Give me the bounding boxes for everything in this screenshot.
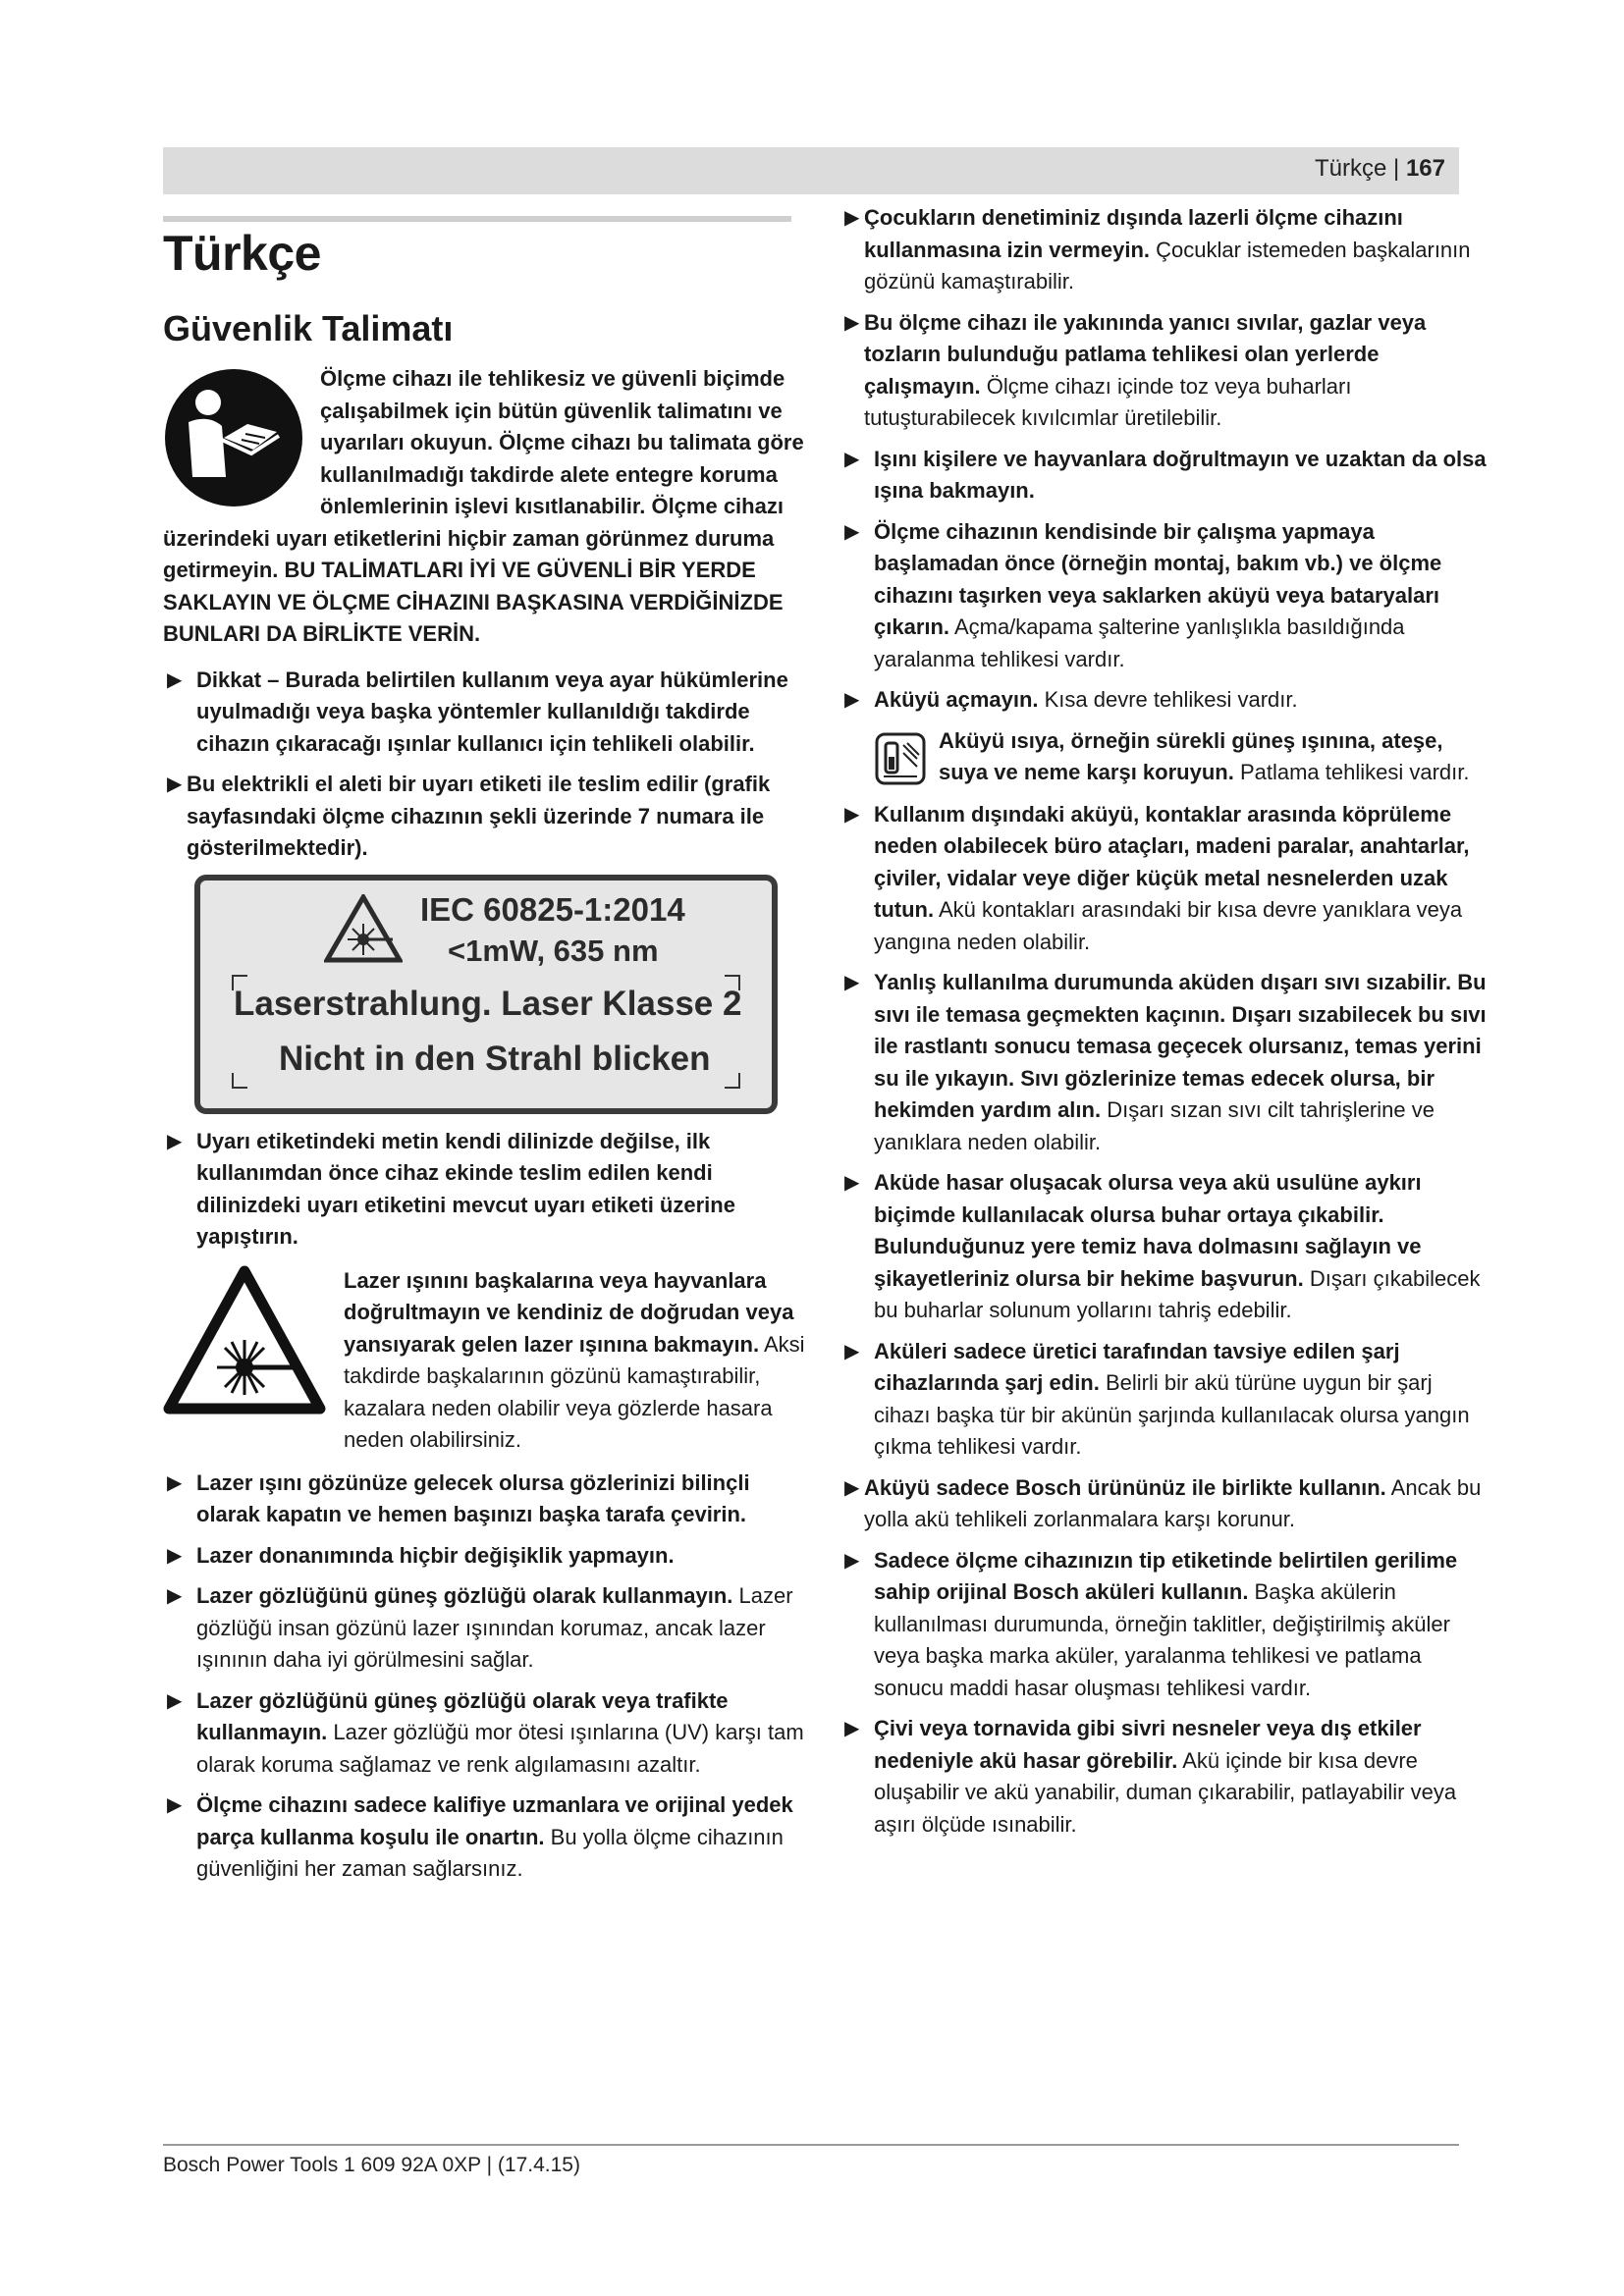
heat-protection-icon	[874, 731, 927, 796]
bullet-icon: ▶	[167, 668, 183, 691]
laser-warning-label	[194, 875, 778, 1114]
list-item	[840, 444, 1489, 507]
list-item	[840, 1713, 1489, 1841]
bullet-icon: ▶	[167, 774, 183, 795]
list-item	[840, 1545, 1489, 1705]
corner-mark	[232, 975, 247, 990]
item-bold: Ölçme cihazını sadece kalifiye uzmanlara ve orijinal yedek parça kullanma koşulu ile onartın.	[196, 1792, 793, 1849]
item-bold: Lazer ışını gözünüze gelecek olursa gözlerinizi bilinçli olarak kapatın ve hemen başınızı başka tarafa çevirin.	[196, 1469, 750, 1526]
laser-hazard-icon	[163, 1265, 326, 1424]
item-bold: Lazer donanımında hiçbir değişiklik yapmayın.	[196, 1542, 675, 1568]
right-column	[840, 202, 1489, 1849]
heat-warning-block	[874, 725, 1489, 789]
item-bold: Aküyü açmayın.	[874, 687, 1039, 712]
list-item	[840, 1167, 1489, 1327]
bullet-icon: ▶	[844, 207, 860, 229]
item-normal: Lazer gözlüğü mor ötesi ışınlarına (UV) karşı tam olarak koruma sağlamaz ve renk algılamasını azaltır.	[196, 1720, 804, 1777]
bullet-icon: ▶	[844, 1549, 860, 1572]
laser-warning-block	[163, 1265, 815, 1458]
list-item	[163, 1126, 815, 1254]
laser-hazard-icon	[324, 894, 403, 973]
label-standard: IEC 60825-1:2014	[420, 890, 685, 928]
intro-paragraph	[163, 363, 815, 651]
bullet-icon: ▶	[844, 448, 860, 470]
item-normal: Belirli bir akü türüne uygun bir şarj cihazı başka tür bir akünün şarjında kullanılacak olursa yangın çıkma tehlikesi vardır.	[874, 1370, 1470, 1459]
list-item	[840, 307, 1489, 435]
corner-mark	[725, 1073, 740, 1089]
list-item	[840, 1336, 1489, 1464]
item-bold: Lazer gözlüğünü güneş gözlüğü olarak kullanmayın.	[196, 1583, 733, 1608]
list-item	[163, 1685, 815, 1782]
item-bold: Çivi veya tornavida gibi sivri nesneler veya dış etkiler nedeniyle akü hasar görebilir.	[874, 1716, 1422, 1773]
label-line-1: Laserstrahlung. Laser Klasse 2	[234, 984, 742, 1023]
item-normal: Ölçme cihazı içinde toz veya buharları tutuşturabilecek kıvılcımlar üretilebilir.	[864, 373, 1352, 430]
item-bold: Çocukların denetiminiz dışında lazerli ölçme cihazını kullanmasına izin vermeyin.	[864, 205, 1403, 262]
bullet-icon: ▶	[167, 1471, 183, 1494]
bullet-icon: ▶	[167, 1130, 183, 1152]
list-item	[163, 769, 815, 865]
bullet-icon: ▶	[844, 972, 860, 993]
item-normal: Dışarı sızan sıvı cilt tahrişlerine ve yanıklara neden olabilir.	[874, 1097, 1435, 1154]
laser-warning-text	[344, 1265, 815, 1457]
heat-warning-normal: Patlama tehlikesi vardır.	[1233, 760, 1470, 784]
item-bold: Aküyü sadece Bosch ürününüz ile birlikte kullanın.	[864, 1474, 1386, 1500]
page-footer: Bosch Power Tools 1 609 92A 0XP | (17.4.15)	[163, 2154, 580, 2176]
list-item	[840, 516, 1489, 676]
bullet-icon: ▶	[844, 1718, 860, 1739]
page-title: Türkçe	[163, 226, 321, 281]
list-item	[163, 1789, 815, 1886]
laser-warning-normal: Aksi takdirde başkalarının gözünü kamaştırabilir, kazalara neden olabilir veya gözlerde hasara neden olabilirsiniz.	[344, 1331, 805, 1452]
item-normal: Açma/kapama şalterine yanlışlıkla basıldığında yaralanma tehlikesi vardır.	[874, 614, 1405, 671]
footer-rule	[163, 2144, 1459, 2146]
page-header	[163, 147, 1459, 194]
heat-warning-text	[939, 725, 1489, 789]
item-bold: Ölçme cihazının kendisinde bir çalışma yapmaya başlamadan önce (örneğin montaj, bakım vb.) ve ölçme cihazını taşırken veya saklarken aküyü veya bataryaları çıkarın.	[874, 518, 1442, 639]
corner-mark	[232, 1073, 247, 1089]
item-bold: Bu elektrikli el aleti bir uyarı etiketi ile teslim edilir (grafik sayfasındaki ölçme cihazının şekli üzerinde 7 numara ile gösterilmektedir).	[187, 772, 771, 860]
item-bold: Işını kişilere ve hayvanlara doğrultmayın ve uzaktan da olsa ışına bakmayın.	[874, 446, 1487, 503]
label-line-2: Nicht in den Strahl blicken	[279, 1039, 711, 1078]
item-bold: Lazer gözlüğünü güneş gözlüğü olarak veya trafikte kullanmayın.	[196, 1687, 729, 1744]
list-item	[163, 1540, 815, 1573]
item-bold: Sadece ölçme cihazınızın tip etiketinde belirtilen gerilime sahip orijinal Bosch aküleri kullanın.	[874, 1547, 1458, 1604]
bullet-icon: ▶	[844, 520, 860, 543]
bullet-icon: ▶	[167, 1794, 183, 1816]
corner-mark	[725, 975, 740, 990]
header-separator: |	[1386, 155, 1406, 182]
page-number: 167	[1405, 155, 1445, 182]
left-column	[163, 222, 815, 1895]
item-normal: Ancak bu yolla akü tehlikeli zorlanmalara karşı korunur.	[864, 1474, 1482, 1531]
bullet-icon: ▶	[844, 689, 860, 711]
item-bold: Dikkat – Burada belirtilen kullanım veya ayar hükümlerine uyulmadığı veya başka yöntemler kullanıldığı takdirde cihazın çıkaracağı ışınlar kullanıcı için tehlikeli olabilir.	[196, 667, 788, 756]
bullet-icon: ▶	[167, 1689, 183, 1712]
section-heading: Güvenlik Talimatı	[163, 308, 454, 348]
item-bold: Aküde hasar oluşacak olursa veya akü usulüne aykırı biçimde kullanılacak olursa buhar ortaya çıkabilir. Bulunduğunuz yere temiz hava dolmasını sağlayın ve şikayetleriniz olursa bir hekime başvurun.	[874, 1170, 1422, 1291]
item-bold: Aküleri sadece üretici tarafından tavsiye edilen şarj cihazlarında şarj edin.	[874, 1338, 1400, 1395]
heat-warning-bold: Aküyü ısıya, örneğin sürekli güneş ışınına, ateşe, suya ve neme karşı koruyun.	[939, 727, 1443, 784]
item-normal: Lazer gözlüğü insan gözünü lazer ışınından korumaz, ancak lazer ışınının daha iyi görülmesini sağlar.	[196, 1583, 793, 1672]
item-normal: Dışarı çıkabilecek bu buharlar solunum yollarını tahriş edebilir.	[874, 1265, 1481, 1322]
bullet-icon: ▶	[167, 1585, 183, 1607]
bullet-icon: ▶	[844, 311, 860, 334]
list-item	[840, 202, 1489, 298]
item-bold: Kullanım dışındaki aküyü, kontaklar arasında köprüleme neden olabilecek büro ataçları, madeni paralar, anahtarlar, çiviler, vidalar veye diğer küçük metal nesnelerden uzak tutun.	[874, 801, 1470, 922]
header-section: Türkçe	[1315, 155, 1387, 182]
list-item	[840, 799, 1489, 959]
item-normal: Kısa devre tehlikesi vardır.	[1038, 687, 1298, 712]
list-item	[840, 967, 1489, 1158]
intro-bold: Ölçme cihazı ile tehlikesiz ve güvenli biçimde çalışabilmek için bütün güvenlik talimatını ve uyarıları okuyun. Ölçme cihazı bu talimata göre kullanılmadığı takdirde alete entegre koruma önlemlerinin işlevi kısıtlanabilir. Ölçme cihazı üzerindeki uyarı etiketlerini hiçbir zaman görünmez duruma getirmeyin. BU TALİMATLARI İYİ VE GÜVENLİ BİR YERDE SAKLAYIN VE ÖLÇME CİHAZINI BAŞKASINA VERDİĞİNİZDE BUNLARI DA BİRLİKTE VERİN.	[163, 366, 804, 646]
item-bold: Bu ölçme cihazı ile yakınında yanıcı sıvılar, gazlar veya tozların bulunduğu patlama tehlikesi olan yerlerde çalışmayın.	[864, 309, 1427, 399]
list-item	[163, 1468, 815, 1531]
list-item	[163, 1580, 815, 1677]
bullet-icon: ▶	[844, 1340, 860, 1362]
read-manual-icon	[163, 367, 304, 518]
list-item	[840, 684, 1489, 717]
list-item	[840, 1472, 1489, 1536]
item-normal: Bu yolla ölçme cihazının güvenliğini her zaman sağlarsınız.	[196, 1824, 784, 1881]
bullet-icon: ▶	[167, 1544, 183, 1567]
bullet-icon: ▶	[844, 1476, 860, 1499]
item-normal: Akü içinde bir kısa devre oluşabilir ve akü yanabilir, duman çıkarabilir, patlayabilir veya aşırı ölçüde ısınabilir.	[874, 1747, 1457, 1837]
item-normal: Akü kontakları arasındaki bir kısa devre yanıklara veya yangına neden olabilir.	[874, 897, 1463, 954]
label-power: <1mW, 635 nm	[448, 933, 659, 968]
item-normal: Başka akülerin kullanılması durumunda, örneğin taklitler, değiştirilmiş aküler veya başka marka aküler, yaralanma tehlikesi ve patlama sonucu maddi hasar oluşması tehlikesi vardır.	[874, 1579, 1450, 1700]
item-bold: Uyarı etiketindeki metin kendi dilinizde değilse, ilk kullanımdan önce cihaz ekinde teslim edilen kendi dilinizdeki uyarı etiketini mevcut uyarı etiketi üzerine yapıştırın.	[196, 1128, 735, 1249]
header-text	[1315, 155, 1445, 183]
bullet-icon: ▶	[844, 803, 860, 826]
item-bold: Yanlış kullanılma durumunda aküden dışarı sıvı sızabilir. Bu sıvı ile temasa geçmekten kaçının. Dışarı sızabilecek bu sıvı ile rastlantı sonucu temasa geçecek olursanız, temas yerini su ile yıkayın. Sıvı gözlerinize temas edecek olursa, bir hekimden yardım alın.	[874, 970, 1487, 1122]
bullet-icon: ▶	[844, 1172, 860, 1194]
list-item	[163, 665, 815, 761]
laser-warning-bold: Lazer ışınını başkalarına veya hayvanlara doğrultmayın ve kendiniz de doğrudan veya yansıyarak gelen lazer ışınına bakmayın.	[344, 1267, 794, 1357]
item-normal: Çocuklar istemeden başkalarının gözünü kamaştırabilir.	[864, 237, 1471, 294]
